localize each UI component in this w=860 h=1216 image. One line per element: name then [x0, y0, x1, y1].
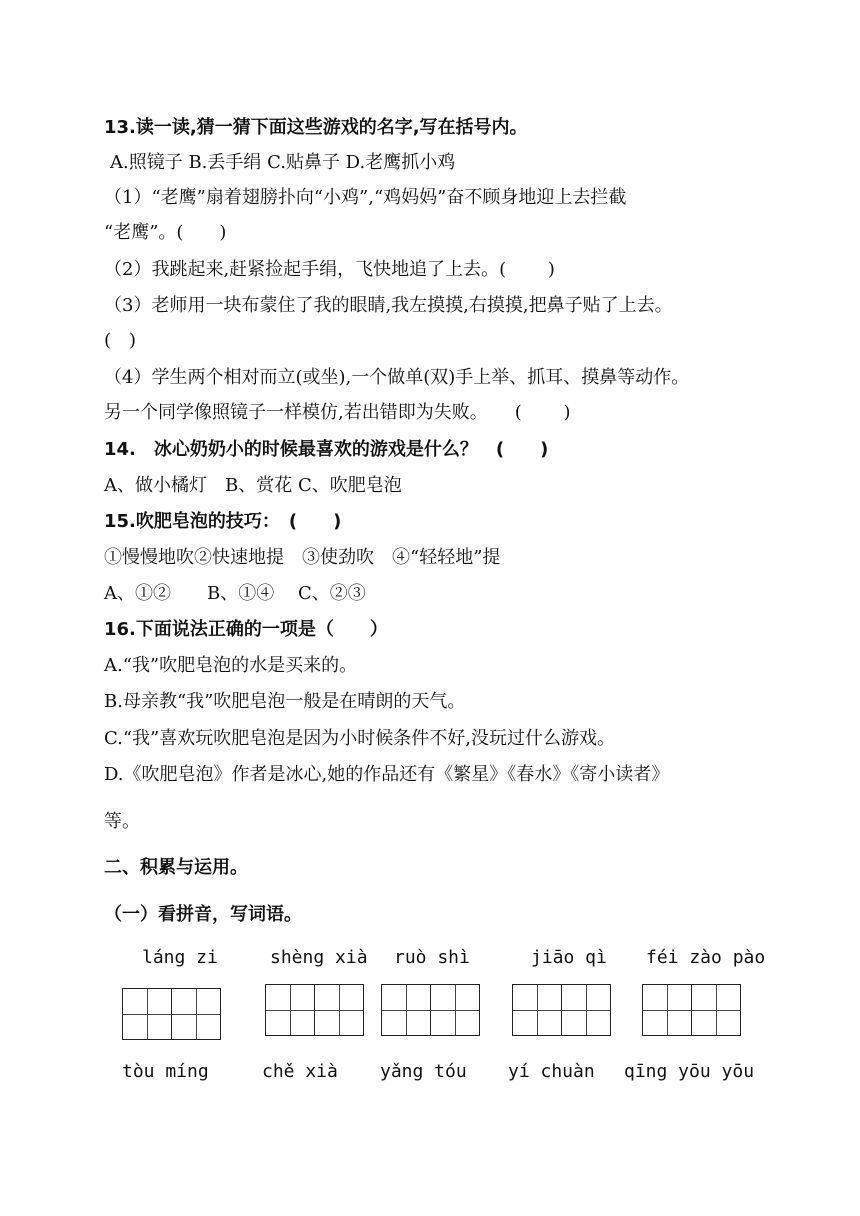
q15-items: ①慢慢地吹②快速地提 ③使劲吹 ④“轻轻地”提: [104, 547, 501, 568]
q13-item4-line2: 另一个同学像照镜子一样模仿,若出错即为失败。 ( ): [104, 402, 571, 423]
section2-sub1-title: （一）看拼音，写词语。: [104, 904, 302, 925]
pinyin-label: jiāo qì: [531, 947, 607, 968]
q16-option-d-line2: 等。: [104, 811, 140, 832]
writing-cell[interactable]: [265, 984, 315, 1036]
q13-title: 13.读一读,猜一猜下面这些游戏的名字,写在括号内。: [104, 117, 528, 138]
writing-cell[interactable]: [122, 988, 172, 1040]
section2-title: 二、积累与运用。: [104, 857, 248, 878]
writing-cell[interactable]: [561, 984, 611, 1036]
writing-grid[interactable]: [122, 988, 219, 1040]
pinyin-label: láng zi: [142, 947, 218, 968]
writing-cell[interactable]: [512, 984, 562, 1036]
q16-option-c: C.“我”喜欢玩吹肥皂泡是因为小时候条件不好,没玩过什么游戏。: [104, 728, 615, 749]
writing-cell[interactable]: [314, 984, 364, 1036]
q15-options: A、①② B、①④ C、②③: [104, 583, 366, 604]
q14-options: A、做小橘灯 B、赏花 C、吹肥皂泡: [104, 475, 402, 496]
q13-item1-line2: “老鹰”。( ): [104, 222, 227, 243]
pinyin-label: qīng yōu yōu: [624, 1061, 755, 1082]
q16-option-d-line1: D.《吹肥皂泡》作者是冰心,她的作品还有《繁星》《春水》《寄小读者》: [104, 764, 670, 785]
writing-grid[interactable]: [512, 984, 609, 1036]
q15-title: 15.吹肥皂泡的技巧： ( ): [104, 511, 342, 532]
writing-cell[interactable]: [430, 984, 480, 1036]
pinyin-label: yǎng tóu: [380, 1061, 467, 1082]
q13-item2: （2）我跳起来,赶紧捡起手绢，飞快地追了上去。( ): [104, 259, 555, 280]
writing-cell[interactable]: [381, 984, 431, 1036]
writing-cell[interactable]: [691, 984, 741, 1036]
q13-item3-line1: （3）老师用一块布蒙住了我的眼睛,我左摸摸,右摸摸,把鼻子贴了上去。: [104, 295, 673, 316]
writing-grid[interactable]: [265, 984, 362, 1036]
writing-grid[interactable]: [642, 984, 739, 1036]
q13-item4-line1: （4）学生两个相对而立(或坐),一个做单(双)手上举、抓耳、摸鼻等动作。: [104, 367, 690, 388]
writing-cell[interactable]: [171, 988, 221, 1040]
pinyin-label: shèng xià: [270, 947, 368, 968]
pinyin-label: yí chuàn: [508, 1061, 595, 1082]
q13-item3-line2: ( ): [104, 330, 137, 351]
pinyin-label: chě xià: [262, 1061, 338, 1082]
pinyin-label: féi zào pào: [646, 947, 766, 968]
writing-cell[interactable]: [642, 984, 692, 1036]
pinyin-label: tòu míng: [122, 1061, 209, 1082]
writing-grid[interactable]: [381, 984, 478, 1036]
q16-option-b: B.母亲教“我”吹肥皂泡一般是在晴朗的天气。: [104, 691, 466, 712]
q16-title: 16.下面说法正确的一项是（ ）: [104, 619, 388, 640]
q14-title: 14. 冰心奶奶小的时候最喜欢的游戏是什么？ ( ): [104, 439, 549, 460]
q16-option-a: A.“我”吹肥皂泡的水是买来的。: [104, 655, 358, 676]
q13-item1-line1: （1）“老鹰”扇着翅膀扑向“小鸡”,“鸡妈妈”奋不顾身地迎上去拦截: [104, 187, 627, 208]
pinyin-label: ruò shì: [394, 947, 470, 968]
q13-options: A.照镜子 B.丢手绢 C.贴鼻子 D.老鹰抓小鸡: [110, 152, 456, 173]
